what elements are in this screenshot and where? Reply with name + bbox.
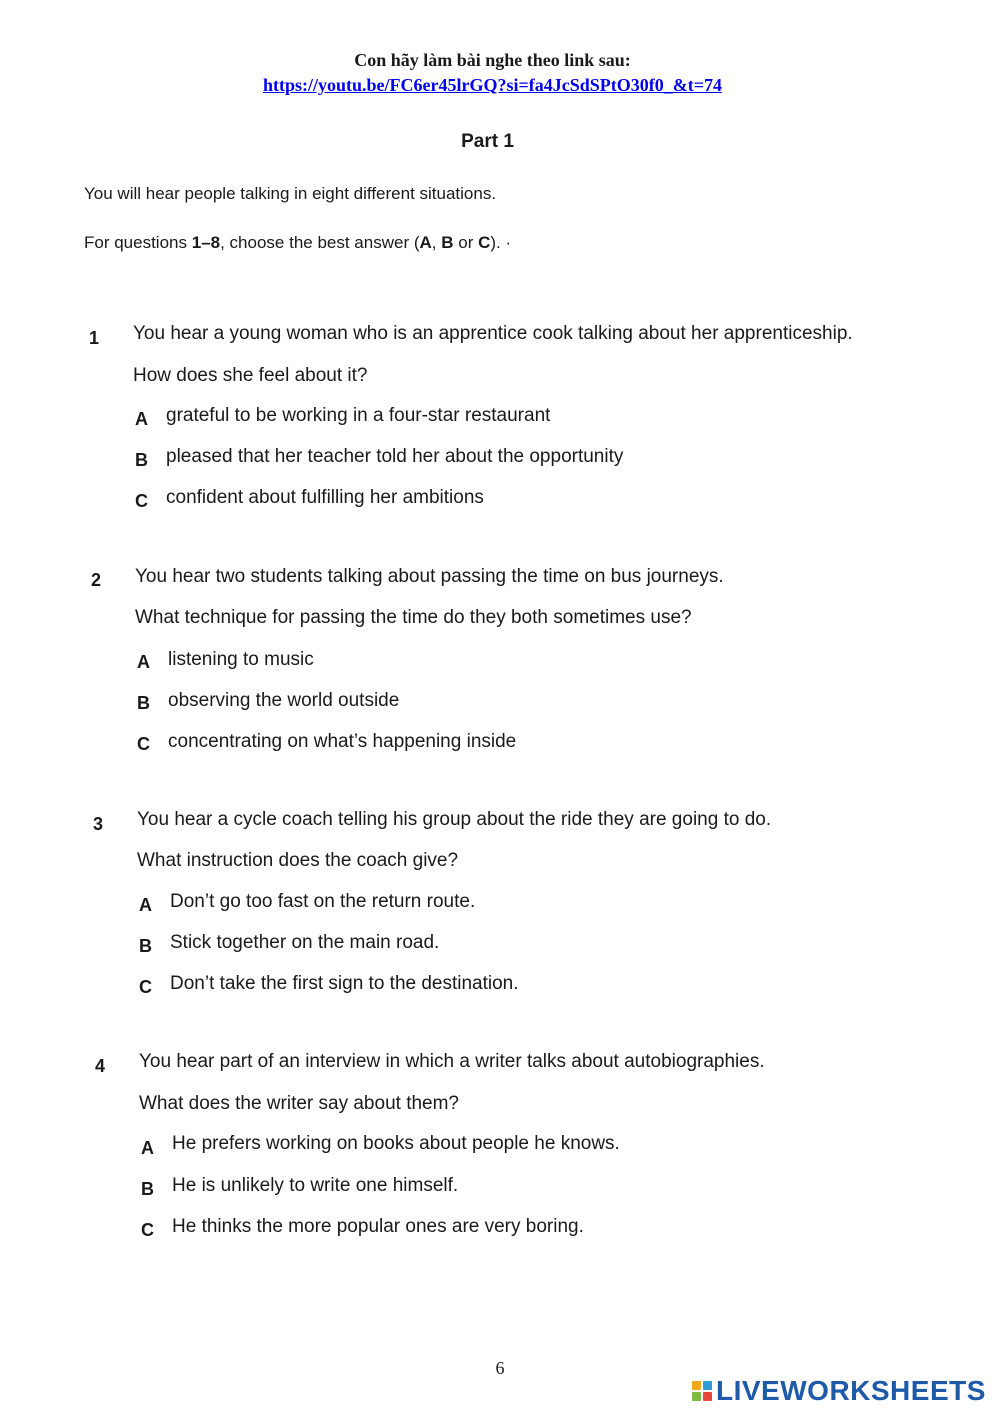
liveworksheets-logo: [692, 1374, 986, 1408]
option-letter: B: [135, 450, 148, 470]
option-letter: A: [135, 409, 148, 429]
option-text: He thinks the more popular ones are very boring.: [172, 1216, 584, 1237]
logo-square: [692, 1381, 701, 1390]
option-text: He prefers working on books about people he knows.: [172, 1133, 620, 1154]
question-prompt: What does the writer say about them?: [139, 1093, 459, 1114]
question-number: 3: [93, 814, 104, 834]
instruction-header: [0, 48, 985, 98]
question-context: You hear a cycle coach telling his group about the ride they are going to do.: [137, 809, 772, 830]
option-text: grateful to be working in a four-star restaurant: [166, 405, 551, 426]
question-prompt: What technique for passing the time do they both sometimes use?: [135, 607, 692, 628]
option-text: Stick together on the main road.: [170, 932, 440, 953]
logo-grid-icon: [692, 1381, 712, 1401]
option-letter: B: [141, 1179, 154, 1199]
question-number: 4: [95, 1056, 106, 1076]
option-text: confident about fulfilling her ambitions: [166, 487, 484, 508]
question-prompt: What instruction does the coach give?: [137, 850, 459, 871]
question-context: You hear part of an interview in which a writer talks about autobiographies.: [139, 1051, 765, 1072]
question-number: 2: [91, 570, 102, 590]
listening-link[interactable]: https://youtu.be/FC6er45lrGQ?si=fa4JcSdSPtO30f0_&t=74: [263, 75, 722, 95]
question-context: You hear a young woman who is an apprentice cook talking about her apprenticeship.: [133, 323, 853, 344]
option-letter: C: [139, 977, 152, 997]
option-letter: A: [141, 1138, 154, 1158]
option-text: observing the world outside: [168, 690, 400, 711]
logo-square: [703, 1381, 712, 1390]
option-letter: C: [135, 491, 148, 511]
instruction-text: Con hãy làm bài nghe theo link sau:: [354, 50, 631, 70]
intro-line-2: For questions 1–8, choose the best answer (A, B or C). ·: [84, 233, 512, 252]
option-letter: C: [141, 1220, 154, 1240]
logo-text: LIVEWORKSHEETS: [716, 1375, 986, 1406]
page-number: 6: [495, 1358, 505, 1378]
question-number: 1: [89, 328, 100, 348]
option-text: pleased that her teacher told her about the opportunity: [166, 446, 624, 467]
option-text: Don’t take the first sign to the destination.: [170, 973, 519, 994]
option-letter: A: [139, 895, 152, 915]
option-letter: B: [137, 693, 150, 713]
part-title: Part 1: [461, 131, 514, 152]
question-context: You hear two students talking about passing the time on bus journeys.: [135, 566, 724, 587]
option-text: concentrating on what’s happening inside: [168, 731, 517, 752]
option-letter: A: [137, 652, 150, 672]
option-letter: B: [139, 936, 152, 956]
question-prompt: How does she feel about it?: [133, 365, 368, 386]
option-text: Don’t go too fast on the return route.: [170, 891, 476, 912]
option-text: He is unlikely to write one himself.: [172, 1175, 459, 1196]
logo-square: [692, 1392, 701, 1401]
option-text: listening to music: [168, 649, 314, 670]
intro-line-1: You will hear people talking in eight different situations.: [84, 184, 497, 203]
option-letter: C: [137, 734, 150, 754]
logo-square: [703, 1392, 712, 1401]
